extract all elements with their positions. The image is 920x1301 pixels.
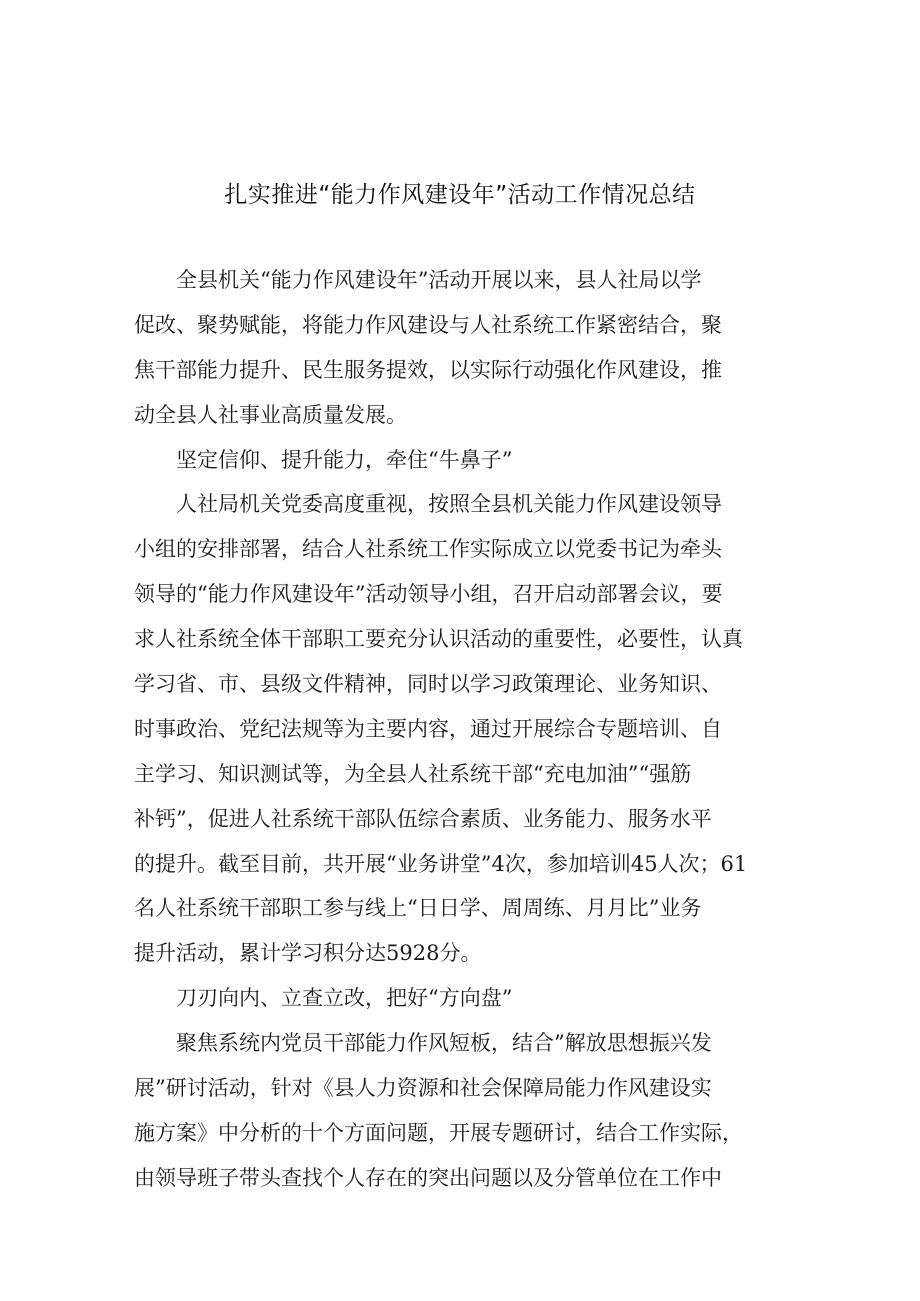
text-line: 促改、聚势赋能，将能力作风建设与人社系统工作紧密结合，聚 (134, 312, 722, 337)
text-line: 坚定信仰、提升能力，牵住“牛鼻子” (176, 447, 513, 472)
text-line: 提升活动，累计学习积分达5928分。 (134, 941, 482, 966)
document-body (134, 258, 794, 1201)
text-line: 全县机关“能力作风建设年”活动开展以来，县人社局以学 (176, 268, 702, 292)
document-title: 扎实推进“能力作风建设年”活动工作情况总结 (224, 182, 696, 208)
text-line: 主学习、知识测试等，为全县人社系统干部“充电加油”“强筋 (134, 761, 692, 786)
text-line: 刀刃向内、立查立改，把好“方向盘” (176, 986, 513, 1011)
text-line: 施方案》中分析的十个方面问题，开展专题研讨，结合工作实际， (134, 1120, 743, 1145)
text-line: 学习省、市、县级文件精神，同时以学习政策理论、业务知识、 (134, 672, 722, 697)
text-line: 求人社系统全体干部职工要充分认识活动的重要性，必要性，认真 (134, 627, 743, 652)
text-line: 时事政治、党纪法规等为主要内容，通过开展综合专题培训、自 (134, 716, 722, 741)
text-line: 小组的安排部署，结合人社系统工作实际成立以党委书记为牵头 (134, 537, 722, 562)
text-line: 补钙”，促进人社系统干部队伍综合素质、业务能力、服务水平 (134, 806, 712, 831)
text-line: 的提升。截至目前，共开展“业务讲堂”4次，参加培训45人次；61 (134, 851, 748, 876)
text-line: 由领导班子带头查找个人存在的突出问题以及分管单位在工作中 (134, 1165, 722, 1190)
text-line: 领导的“能力作风建设年”活动领导小组，召开启动部署会议，要 (134, 582, 723, 607)
text-line: 动全县人社事业高质量发展。 (134, 402, 407, 427)
text-line: 名人社系统干部职工参与线上“日日学、周周练、月月比”业务 (134, 896, 702, 921)
text-line: 展”研讨活动，针对《县人力资源和社会保障局能力作风建设实 (134, 1076, 712, 1101)
text-line: 聚焦系统内党员干部能力作风短板，结合”解放思想振兴发 (176, 1031, 712, 1056)
text-line: 人社局机关党委高度重视，按照全县机关能力作风建设领导 (176, 492, 722, 517)
text-line: 焦干部能力提升、民生服务提效，以实际行动强化作风建设，推 (134, 357, 722, 382)
